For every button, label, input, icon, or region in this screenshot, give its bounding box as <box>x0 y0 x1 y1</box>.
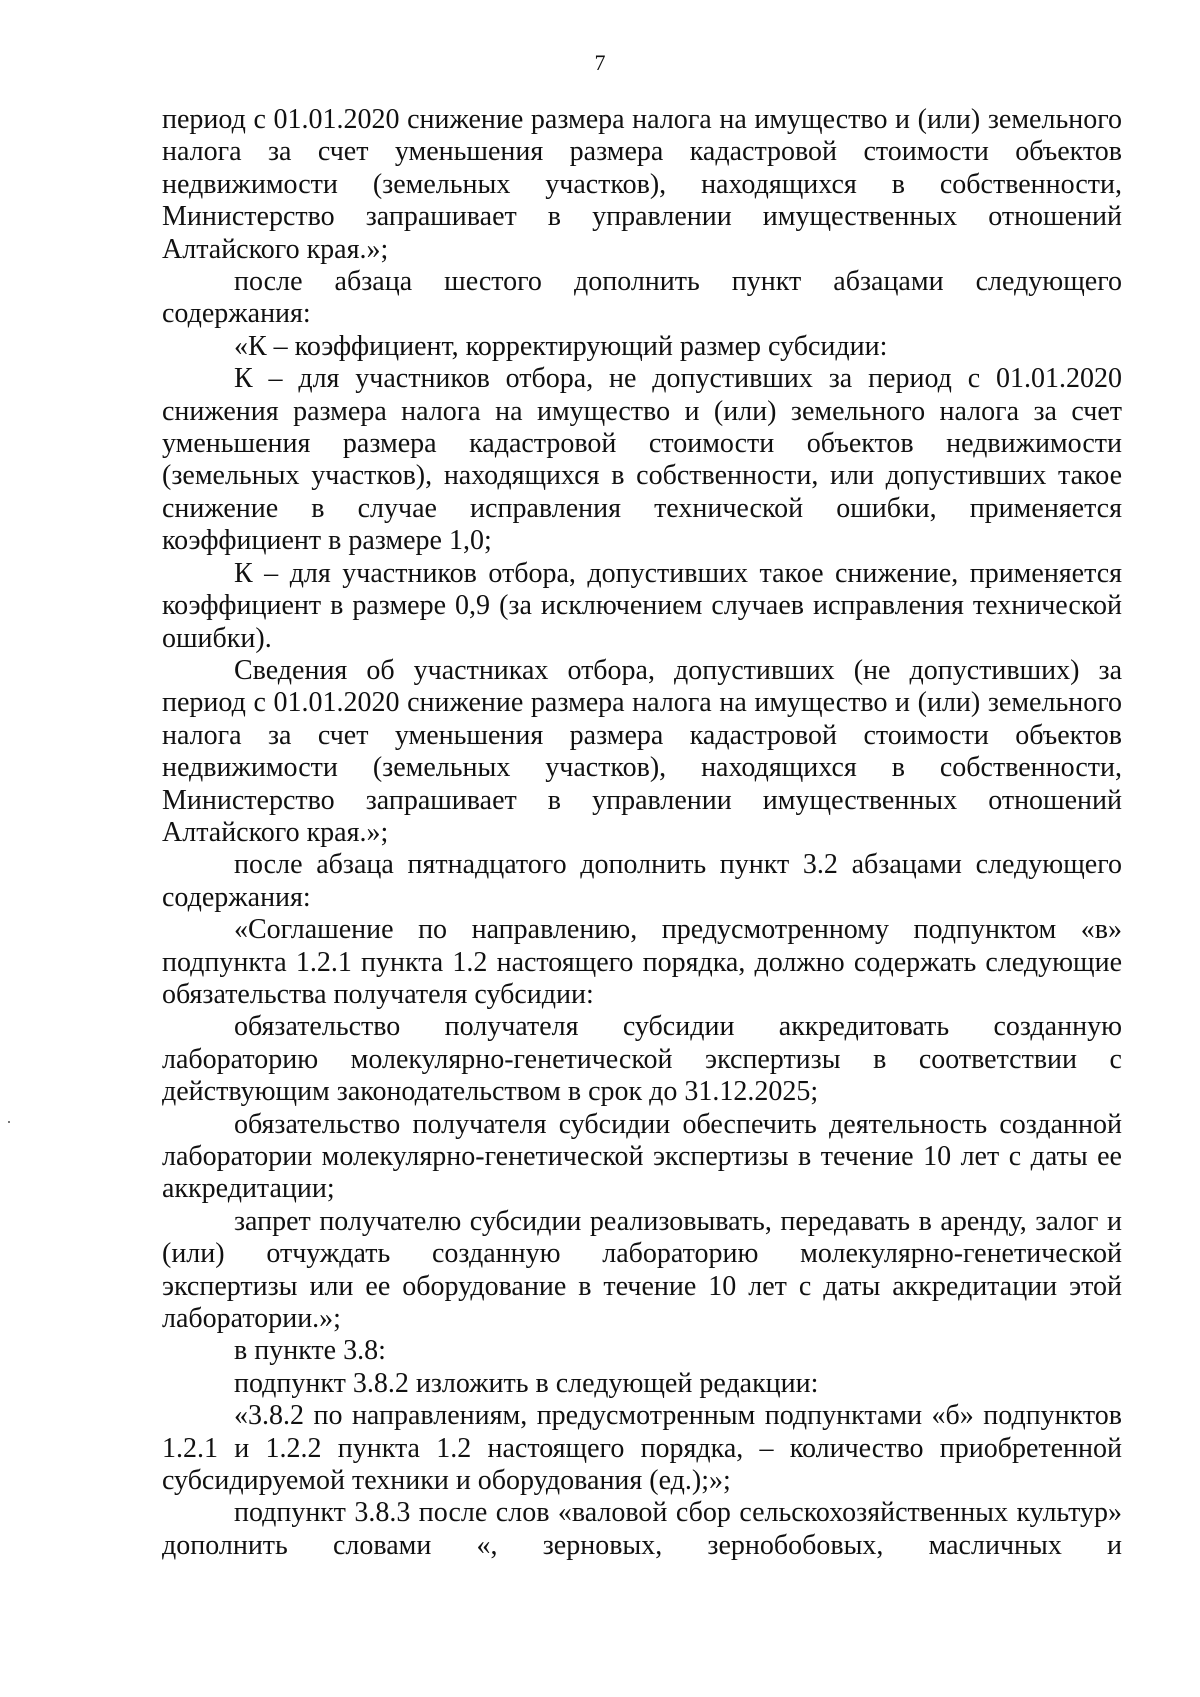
paragraph: подпункт 3.8.2 изложить в следующей редакции: <box>234 1367 819 1399</box>
paragraph: К – для участников отбора, не допустивших за период с 01.01.2020 снижения размера налога на имущество и (или) земельного налога за счет уменьшения размера кадастровой стоимости объектов недвижимости (земельных участков), находящихся в собственности, или допустивших такое снижение в случае исправления технической ошибки, применяется коэффициент в размере 1,0; <box>162 363 1122 557</box>
paragraph: в пункте 3.8: <box>234 1335 386 1367</box>
document-body <box>162 104 1122 1562</box>
paragraph: К – для участников отбора, допустивших такое снижение, применяется коэффициент в размере 0,9 (за исключением случаев исправления технической ошибки). <box>162 557 1122 654</box>
paragraph: подпункт 3.8.3 после слов «валовой сбор сельскохозяйственных культур» дополнить словами «, зерновых, зернобобовых, масличных и <box>162 1497 1122 1561</box>
paragraph: период с 01.01.2020 снижение размера налога на имущество и (или) земельного налога за счет уменьшения размера кадастровой стоимости объектов недвижимости (земельных участков), находящихся в собственности, Министерство запрашивает в управлении имущественных отношений Алтайского края.»; <box>162 104 1122 265</box>
paragraph: «К – коэффициент, корректирующий размер субсидии: <box>234 330 888 362</box>
paragraph: после абзаца шестого дополнить пункт абзацами следующего содержания: <box>162 266 1122 330</box>
paragraph: «3.8.2 по направлениям, предусмотренным подпунктами «б» подпунктов 1.2.1 и 1.2.2 пункта 1.2 настоящего порядка, – количество приобретенной субсидируемой техники и оборудования (ед.);»; <box>162 1400 1122 1497</box>
page-number: 7 <box>594 50 606 75</box>
paragraph: обязательство получателя субсидии обеспечить деятельность созданной лаборатории молекулярно-генетической экспертизы в течение 10 лет с даты ее аккредитации; <box>162 1108 1122 1205</box>
scan-speck <box>8 1121 10 1123</box>
paragraph: Сведения об участниках отбора, допустивших (не допустивших) за период с 01.01.2020 снижение размера налога на имущество и (или) земельного налога за счет уменьшения размера кадастровой стоимости объектов недвижимости (земельных участков), находящихся в собственности, Министерство запрашивает в управлении имущественных отношений Алтайского края.»; <box>162 654 1122 848</box>
paragraph: после абзаца пятнадцатого дополнить пункт 3.2 абзацами следующего содержания: <box>162 849 1122 913</box>
paragraph: обязательство получателя субсидии аккредитовать созданную лабораторию молекулярно-генетической экспертизы в соответствии с действующим законодательством в срок до 31.12.2025; <box>162 1011 1122 1108</box>
paragraph: запрет получателю субсидии реализовывать, передавать в аренду, залог и (или) отчуждать созданную лабораторию молекулярно-генетической экспертизы или ее оборудование в течение 10 лет с даты аккредитации этой лаборатории.»; <box>162 1205 1122 1335</box>
paragraph: «Соглашение по направлению, предусмотренному подпунктом «в» подпункта 1.2.1 пункта 1.2 настоящего порядка, должно содержать следующие обязательства получателя субсидии: <box>162 914 1122 1010</box>
